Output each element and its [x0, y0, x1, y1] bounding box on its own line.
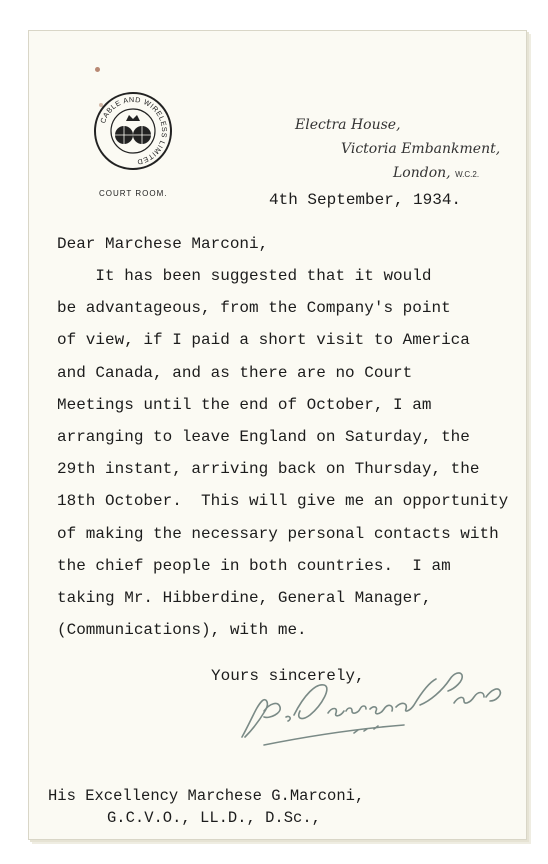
letter-date: 4th September, 1934. [269, 191, 462, 209]
body-line: 29th instant, arriving back on Thursday, the [57, 460, 480, 479]
company-seal-icon [93, 91, 173, 171]
letterhead-address-line: Victoria Embankment, [341, 141, 501, 157]
body-line: and Canada, and as there are no Court [57, 363, 413, 382]
body-line: taking Mr. Hibberdine, General Manager, [57, 589, 432, 607]
letter-sheet [28, 30, 527, 840]
body-line: of making the necessary personal contacts with [57, 524, 499, 543]
address-city: London, [393, 165, 451, 181]
salutation: Dear Marchese Marconi, [57, 235, 269, 253]
signature-icon [224, 659, 524, 759]
svg-text:CABLE AND WIRELESS LIMITED: CABLE AND WIRELESS LIMITED [98, 94, 170, 167]
body-line: It has been suggested that it would [57, 267, 432, 285]
body-line: (Communications), with me. [57, 621, 307, 640]
closing: Yours sincerely, [211, 667, 365, 685]
body-line: the chief people in both countries. I am [57, 556, 451, 575]
body-line: be advantageous, from the Company's point [57, 299, 451, 318]
body-line: Meetings until the end of October, I am [57, 395, 432, 414]
body-line: arranging to leave England on Saturday, the [57, 428, 470, 446]
ink-stain [95, 67, 100, 72]
address-postcode: W.C.2. [455, 170, 480, 179]
addressee-line: G.C.V.O., LL.D., D.Sc., [107, 809, 321, 827]
letterhead-address-line: Electra House, [295, 117, 401, 133]
addressee-line: His Excellency Marchese G.Marconi, [48, 787, 365, 805]
letterhead-address-line [393, 165, 479, 181]
body-line: 18th October. This will give me an opportunity [57, 492, 509, 511]
department-label: COURT ROOM. [99, 189, 168, 198]
body-line: of view, if I paid a short visit to America [57, 331, 470, 350]
